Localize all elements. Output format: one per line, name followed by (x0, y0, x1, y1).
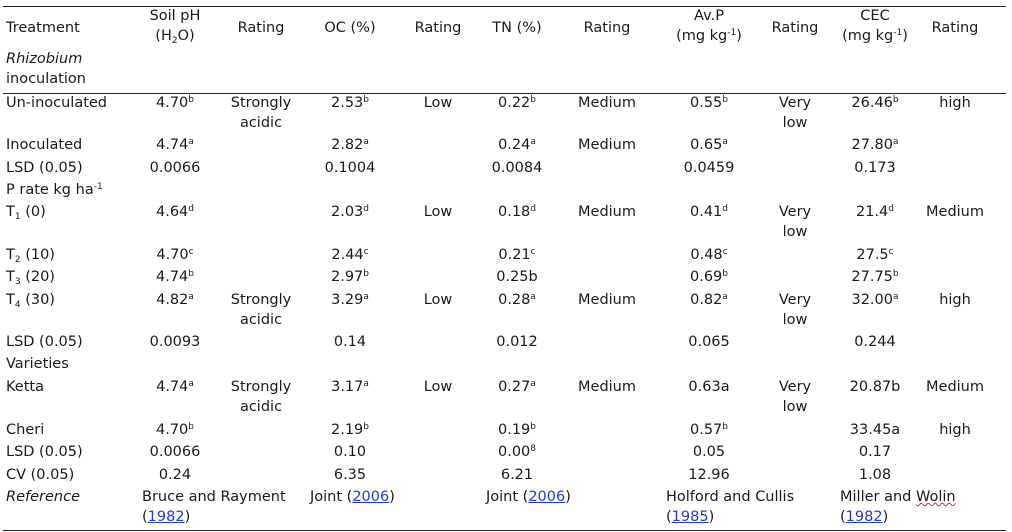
reference-citation: Joint (2006) (486, 489, 571, 505)
oc-value: 2.44$^c$ (331, 247, 369, 263)
row-label: Ketta (6, 379, 44, 395)
header-oc-rating: Rating (414, 20, 462, 36)
avp-value: 0.57$^b$ (689, 422, 729, 438)
oc-rating: Low (423, 292, 453, 308)
cec-value: 0.244 (854, 334, 896, 350)
row-label: LSD (0.05) (6, 160, 83, 176)
avp-value: 0.65$^a$ (690, 137, 728, 153)
avp-value: 0.82$^a$ (690, 292, 728, 308)
tn-rating: Medium (578, 95, 636, 111)
row-label: LSD (0.05) (6, 444, 83, 460)
cec-rating: high (939, 95, 971, 111)
tn-value: 0.21$^c$ (498, 247, 536, 263)
ph-value: 4.70$^b$ (155, 422, 195, 438)
group-varieties: Varieties (6, 356, 69, 372)
header-soil-ph: Soil pH $(H_2O)$ (149, 8, 201, 46)
tn-value: 0.22$^b$ (497, 95, 537, 111)
ph-value: 4.82$^a$ (156, 292, 194, 308)
tn-value: 0.27$^a$ (498, 379, 536, 395)
ph-value: 4.74$^a$ (156, 379, 194, 395)
cec-value: 1.08 (858, 467, 892, 483)
ph-value: 0.0093 (149, 334, 201, 350)
cec-value: 21.4$^d$ (855, 204, 895, 220)
tn-value: 6.21 (500, 467, 534, 483)
avp-value: 0.0459 (683, 160, 735, 176)
group-rhizobium-sub: inoculation (6, 71, 86, 87)
ph-value: 0.0066 (149, 160, 201, 176)
ph-value: 0.0066 (149, 444, 201, 460)
row-label: LSD (0.05) (6, 334, 83, 350)
header-treatment: Treatment (6, 20, 80, 36)
cec-value: 20.87b (849, 379, 901, 395)
ph-value: 4.70$^b$ (155, 95, 195, 111)
oc-rating: Low (423, 95, 453, 111)
oc-value: 0.10 (333, 444, 367, 460)
reference-citation: Miller and Wolin (1982) (840, 489, 956, 525)
tn-value: 0.0084 (491, 160, 543, 176)
header-cec: CEC (mg $kg^{-1}$) (842, 8, 908, 44)
tn-value: 0.00$^8$ (497, 444, 537, 460)
row-label: $T_4$ (30) (6, 292, 55, 310)
tn-value: 0.24$^a$ (498, 137, 536, 153)
avp-rating: Very low (778, 204, 812, 240)
row-label: Cheri (6, 422, 45, 438)
cec-value: 27.80$^a$ (851, 137, 899, 153)
oc-value: 2.53$^b$ (330, 95, 370, 111)
row-label: CV (0.05) (6, 467, 75, 483)
reference-citation: Holford and Cullis (1985) (666, 489, 795, 525)
citation-year-link[interactable]: 1985 (671, 509, 709, 525)
avp-value: 0.05 (692, 444, 726, 460)
tn-rating: Medium (578, 379, 636, 395)
ph-value: 0.24 (158, 467, 192, 483)
oc-value: 0.14 (333, 334, 367, 350)
tn-value: 0.19$^b$ (497, 422, 537, 438)
avp-value: 0.55$^b$ (689, 95, 729, 111)
row-label: Inoculated (6, 137, 83, 153)
header-tn: TN (%) (492, 20, 542, 36)
avp-value: 12.96 (688, 467, 730, 483)
avp-rating: Very low (778, 95, 812, 131)
cec-value: 27.75$^b$ (851, 269, 899, 285)
oc-value: 2.19$^b$ (330, 422, 370, 438)
header-avp-rating: Rating (771, 20, 819, 36)
citation-year-link[interactable]: 1982 (147, 509, 185, 525)
avp-rating: Very low (778, 292, 812, 328)
ph-rating: Strongly acidic (230, 379, 292, 415)
avp-rating: Very low (778, 379, 812, 415)
cec-value: 27.5$^c$ (856, 247, 894, 263)
cec-value: 26.46$^b$ (851, 95, 899, 111)
tn-value: 0.012 (496, 334, 538, 350)
ph-rating: Strongly acidic (230, 292, 292, 328)
group-p-rate: P rate kg $ha^{-1}$ (6, 182, 103, 198)
cec-value: 0.17 (858, 444, 892, 460)
avp-value: 0.69$^b$ (689, 269, 729, 285)
avp-value: 0.41$^d$ (689, 204, 729, 220)
avp-value: 0.63a (688, 379, 730, 395)
tn-rating: Medium (578, 137, 636, 153)
oc-value: 3.17$^a$ (331, 379, 369, 395)
cec-rating: high (939, 422, 971, 438)
citation-year-link[interactable]: 2006 (352, 489, 390, 505)
cec-value: 32.00$^a$ (851, 292, 899, 308)
oc-rating: Low (423, 379, 453, 395)
cec-rating: high (939, 292, 971, 308)
tn-value: 0.18$^d$ (497, 204, 537, 220)
ph-value: 4.74$^b$ (155, 269, 195, 285)
row-label: $T_3$ (20) (6, 269, 55, 287)
tn-rating: Medium (578, 204, 636, 220)
ph-value: 4.64$^d$ (155, 204, 195, 220)
reference-citation: Bruce and Rayment (1982) (142, 489, 286, 525)
header-cec-rating: Rating (931, 20, 979, 36)
cec-value: 33.45a (849, 422, 901, 438)
citation-year-link[interactable]: 1982 (845, 509, 883, 525)
tn-value: 0.28$^a$ (498, 292, 536, 308)
cec-rating: Medium (926, 379, 984, 395)
row-label: $T_2$ (10) (6, 247, 55, 265)
header-avp: Av.P (mg $kg^{-1}$) (676, 8, 742, 44)
table-bottom-rule (3, 530, 1006, 531)
reference-citation: Joint (2006) (310, 489, 395, 505)
header-ph-rating: Rating (237, 20, 285, 36)
row-label: Un-inoculated (6, 95, 108, 111)
tn-value: 0.25b (496, 269, 538, 285)
oc-value: 6.35 (333, 467, 367, 483)
avp-value: 0.48$^c$ (690, 247, 728, 263)
oc-value: 0.1004 (324, 160, 376, 176)
reference-label: Reference (6, 489, 80, 505)
avp-value: 0.065 (688, 334, 730, 350)
cec-rating: Medium (926, 204, 984, 220)
ph-rating: Strongly acidic (230, 95, 292, 131)
ph-value: 4.70$^c$ (156, 247, 194, 263)
oc-value: 3.29$^a$ (331, 292, 369, 308)
citation-year-link[interactable]: 2006 (528, 489, 566, 505)
tn-rating: Medium (578, 292, 636, 308)
cec-value: 0.173 (854, 160, 896, 176)
header-oc: OC (%) (324, 20, 376, 36)
group-rhizobium: Rhizobium (6, 51, 83, 67)
oc-value: 2.82$^a$ (331, 137, 369, 153)
oc-value: 2.03$^d$ (330, 204, 370, 220)
ph-value: 4.74$^a$ (156, 137, 194, 153)
oc-rating: Low (423, 204, 453, 220)
row-label: $T_1$ (0) (6, 204, 46, 222)
header-tn-rating: Rating (583, 20, 631, 36)
oc-value: 2.97$^b$ (330, 269, 370, 285)
